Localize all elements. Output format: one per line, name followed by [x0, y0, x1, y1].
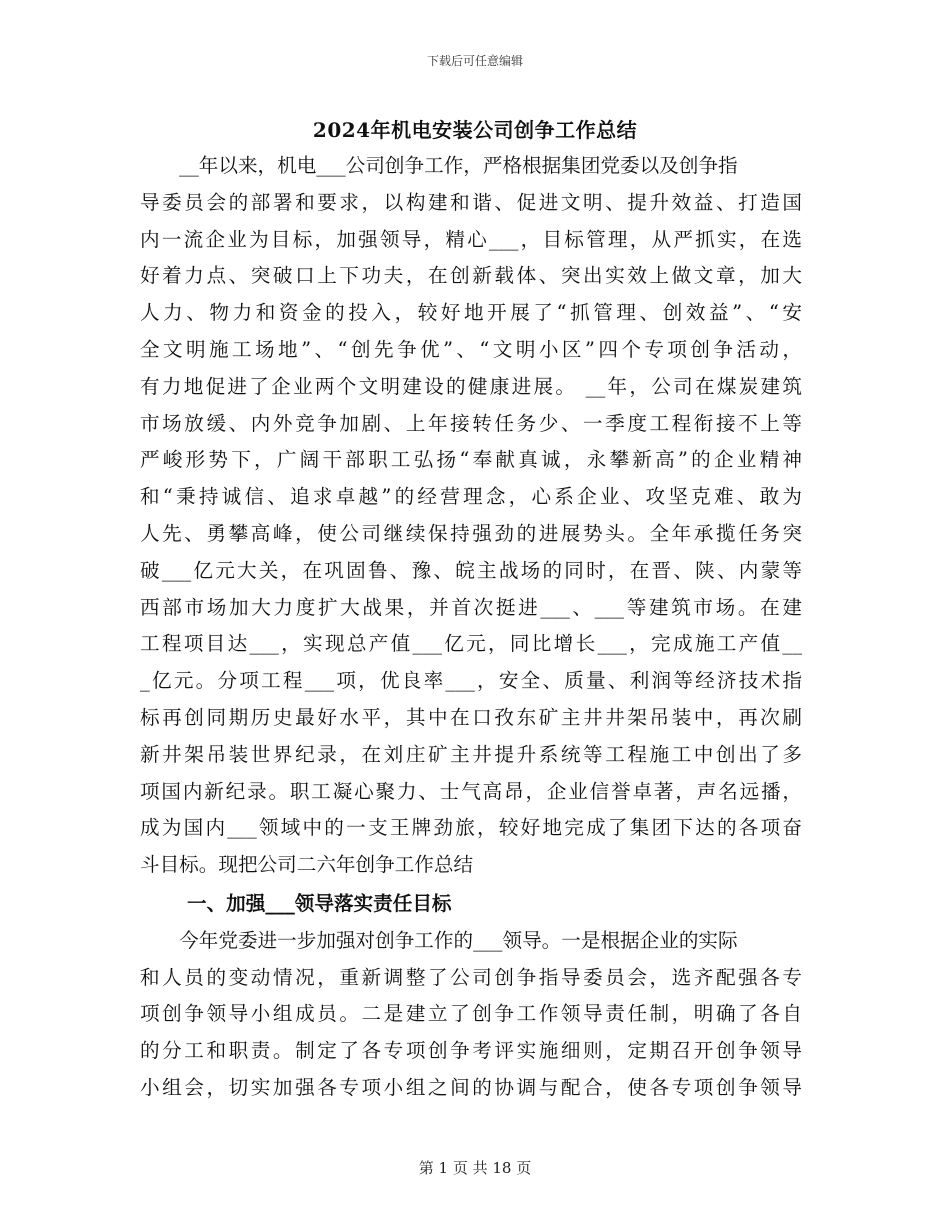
page-footer: 第 1 页 共 18 页 [418, 1159, 532, 1177]
paragraph-line: 好着力点、突破口上下功夫，在创新载体、突出实效上做文章，加大 [140, 264, 802, 288]
paragraph-line: 破___亿元大关，在巩固鲁、豫、皖主战场的同时，在晋、陕、内蒙等 [140, 558, 802, 582]
document-body [140, 148, 802, 1107]
paragraph-line: 工程项目达___，实现总产值___亿元，同比增长___，完成施工产值__ [140, 632, 802, 656]
paragraph-line: 和“秉持诚信、追求卓越”的经营理念，心系企业、攻坚克难、敢为 [140, 485, 802, 509]
paragraph-line: 内一流企业为目标，加强领导，精心___，目标管理，从严抓实，在选 [140, 227, 802, 251]
paragraph-line: _亿元。分项工程___项，优良率___，安全、质量、利润等经济技术指 [140, 669, 802, 693]
paragraph-line: 全文明施工场地”、“创先争优”、“文明小区”四个专项创争活动， [140, 337, 802, 361]
paragraph-line: 和人员的变动情况，重新调整了公司创争指导委员会，选齐配强各专 [140, 965, 802, 989]
paragraph-line: 西部市场加大力度扩大战果，并首次挺进___、___等建筑市场。在建 [140, 595, 802, 619]
paragraph-line: 今年党委进一步加强对创争工作的___领导。一是根据企业的实际 [140, 928, 738, 952]
paragraph-line: 标再创同期历史最好水平，其中在口孜东矿主井井架吊装中，再次刷 [140, 705, 802, 729]
paragraph-line: 严峻形势下，广阔干部职工弘扬“奉献真诚，永攀新高”的企业精神 [140, 448, 802, 472]
paragraph-line: 市场放缓、内外竞争加剧、上年接转任务少、一季度工程衔接不上等 [140, 411, 802, 435]
header-note: 下载后可任意编辑 [426, 54, 523, 68]
paragraph-line: 项创争领导小组成员。二是建立了创争工作领导责任制，明确了各自 [140, 1002, 802, 1026]
paragraph-line: 有力地促进了企业两个文明建设的健康进展。 __年，公司在煤炭建筑 [140, 374, 802, 398]
section-heading: 一、加强___领导落实责任目标 [187, 891, 452, 915]
paragraph-line: 人力、物力和资金的投入，较好地开展了“抓管理、创效益”、“安 [140, 301, 802, 325]
paragraph-line: 小组会，切实加强各专项小组之间的协调与配合，使各专项创争领导 [140, 1075, 802, 1099]
paragraph-line: 项国内新纪录。职工凝心聚力、士气高昂，企业信誉卓著，声名远播， [140, 779, 802, 803]
document-title: 2024年机电安装公司创争工作总结 [312, 118, 638, 142]
paragraph-line: 的分工和职责。制定了各专项创争考评实施细则，定期召开创争领导 [140, 1039, 802, 1063]
paragraph-line: 新井架吊装世界纪录，在刘庄矿主井提升系统等工程施工中创出了多 [140, 742, 802, 766]
paragraph-line: 成为国内___领域中的一支王牌劲旅，较好地完成了集团下达的各项奋 [140, 816, 802, 840]
paragraph-line: 导委员会的部署和要求，以构建和谐、促进文明、提升效益、打造国 [140, 190, 802, 214]
paragraph-line: 人先、勇攀高峰，使公司继续保持强劲的进展势头。全年承揽任务突 [140, 521, 802, 545]
paragraph-line: __年以来，机电___公司创争工作，严格根据集团党委以及创争指 [140, 154, 738, 177]
paragraph-line: 斗目标。现把公司二六年创争工作总结 [140, 853, 474, 877]
